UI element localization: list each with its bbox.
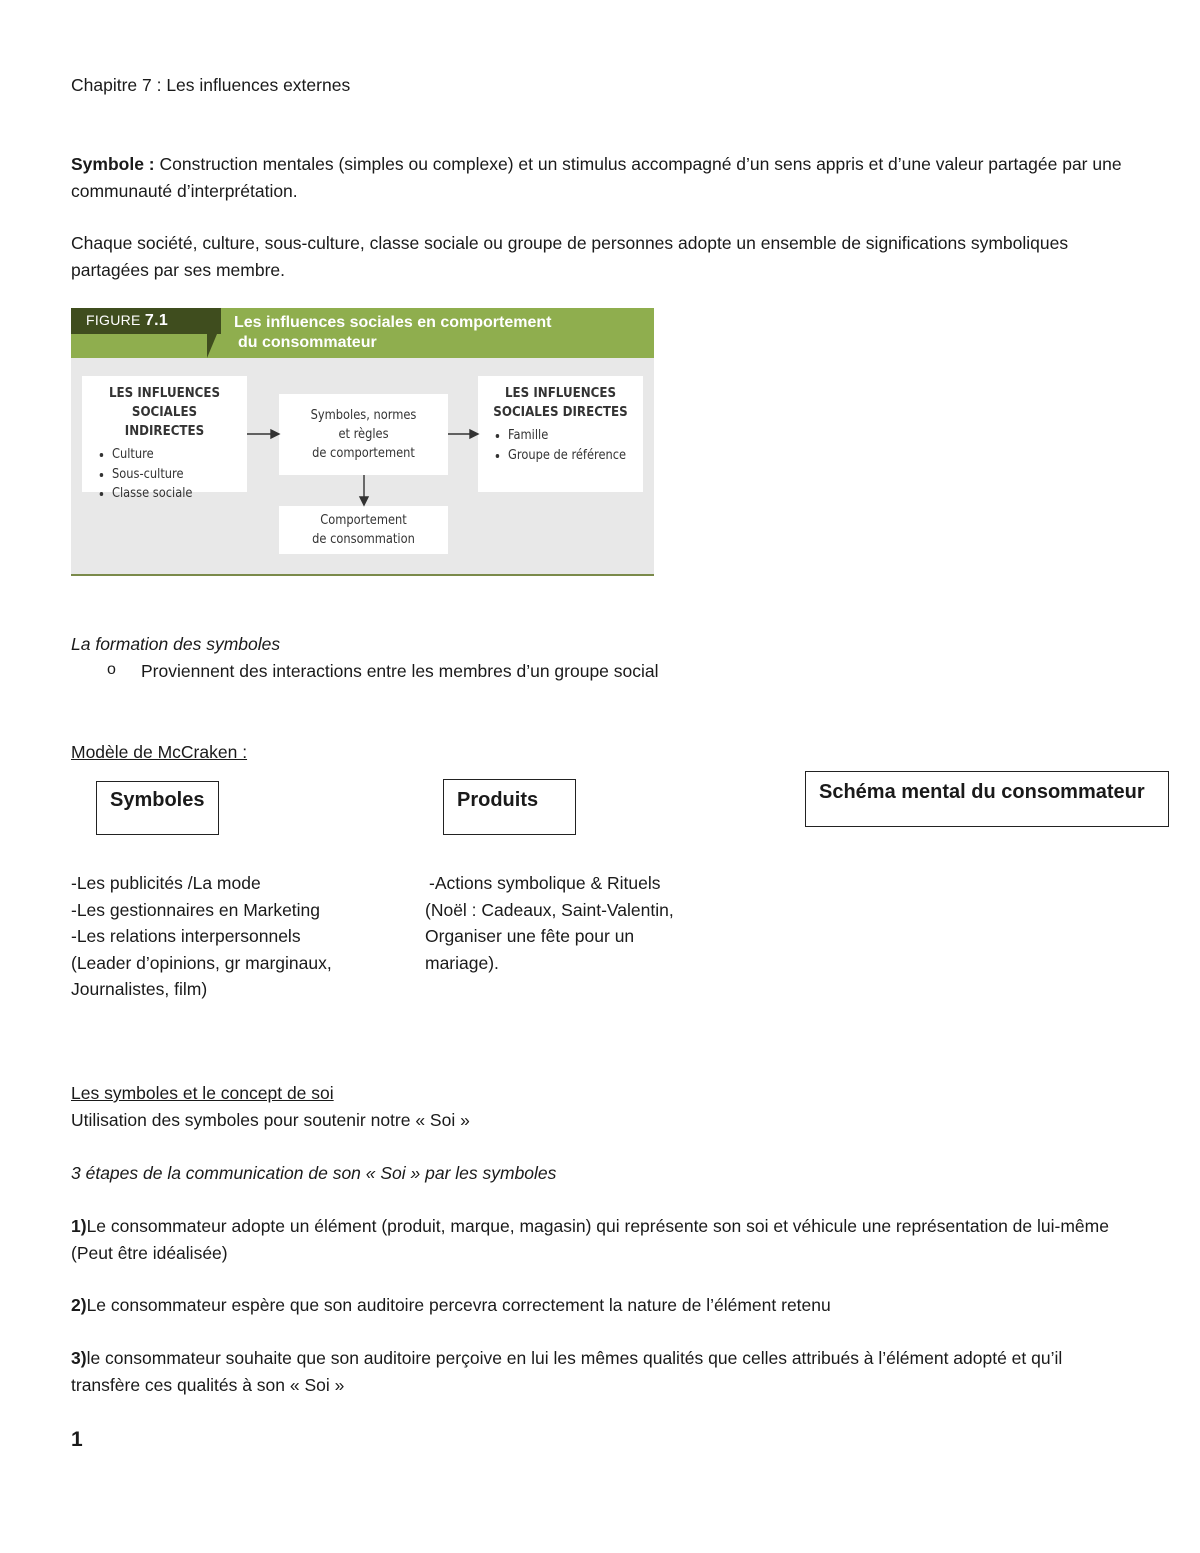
list-item: • Groupe de référence — [508, 446, 627, 466]
produits-box: Produits — [443, 779, 576, 835]
consumption-behavior-box: Comportement de consommation — [279, 506, 448, 554]
list-item: -Actions symbolique & Rituels — [429, 873, 661, 893]
list-item: -Les publicités /La mode — [71, 873, 261, 893]
figure-title: Les influences sociales en comportement du consommateur — [234, 314, 552, 351]
definition-text: Construction mentales (simples ou complexe) et un stimulus accompagné d’un sens appris et d’une valeur partagée par une communauté d’interprétation. — [71, 154, 1122, 201]
society-paragraph: Chaque société, culture, sous-culture, classe sociale ou groupe de personnes adopte un ensemble de significations symboliques partagées par ses membre. — [71, 233, 1069, 280]
symbols-norms-box: Symboles, normes et règles de comportement — [279, 394, 448, 475]
products-actions-list — [425, 870, 674, 976]
self-concept-title: Les symboles et le concept de soi — [71, 1083, 334, 1103]
formation-title: La formation des symboles — [71, 634, 281, 654]
self-concept-line: Utilisation des symboles pour soutenir notre « Soi » — [71, 1110, 470, 1130]
figure-7-1 — [71, 308, 654, 576]
list-item: (Noël : Cadeaux, Saint-Valentin, — [425, 899, 674, 920]
step-3: 3)le consommateur souhaite que son auditoire perçoive en lui les mêmes qualités que celles attribués à l’élément adopté et qu’il transfère ces qualités à son « Soi » — [71, 1348, 1063, 1395]
symbol-definition — [71, 151, 1131, 204]
list-item: Journalistes, film) — [71, 979, 208, 999]
page-number: 1 — [71, 1428, 83, 1451]
model-title: Modèle de McCraken : — [71, 742, 248, 762]
chapter-heading: Chapitre 7 : Les influences externes — [71, 75, 351, 95]
list-item: • Sous-culture — [112, 465, 231, 485]
step-1: 1)Le consommateur adopte un élément (produit, marque, magasin) qui représente son soi et véhicule une représentation de lui-même (Peut être idéalisée) — [71, 1216, 1109, 1263]
direct-heading: LES INFLUENCES SOCIALES DIRECTES — [493, 385, 628, 420]
bullet-marker: o — [107, 661, 116, 678]
list-item: • Famille — [508, 426, 627, 446]
list-item: mariage). — [425, 952, 499, 973]
figure-tag-label: FIGURE 7.1 — [86, 312, 169, 329]
list-item: • Culture — [112, 445, 231, 465]
definition-term: Symbole : — [71, 154, 155, 174]
indirect-heading: LES INFLUENCES SOCIALES INDIRECTES — [108, 385, 221, 439]
formation-item: Proviennent des interactions entre les membres d’un groupe social — [141, 661, 659, 681]
list-item: Organiser une fête pour un — [425, 926, 635, 946]
list-item: (Leader d’opinions, gr marginaux, — [71, 952, 332, 973]
symbols-sources-list — [71, 870, 332, 1003]
list-item: • Classe sociale — [112, 484, 231, 504]
symboles-box: Symboles — [96, 781, 219, 835]
step-2: 2)Le consommateur espère que son auditoire percevra correctement la nature de l’élément retenu — [71, 1295, 831, 1315]
list-item: -Les gestionnaires en Marketing — [71, 899, 321, 920]
figure-arrows — [71, 308, 654, 574]
consumer-mental-schema-box: Schéma mental du consommateur — [805, 771, 1169, 827]
steps-title: 3 étapes de la communication de son « Soi » par les symboles — [71, 1163, 557, 1183]
list-item: -Les relations interpersonnels — [71, 926, 301, 946]
